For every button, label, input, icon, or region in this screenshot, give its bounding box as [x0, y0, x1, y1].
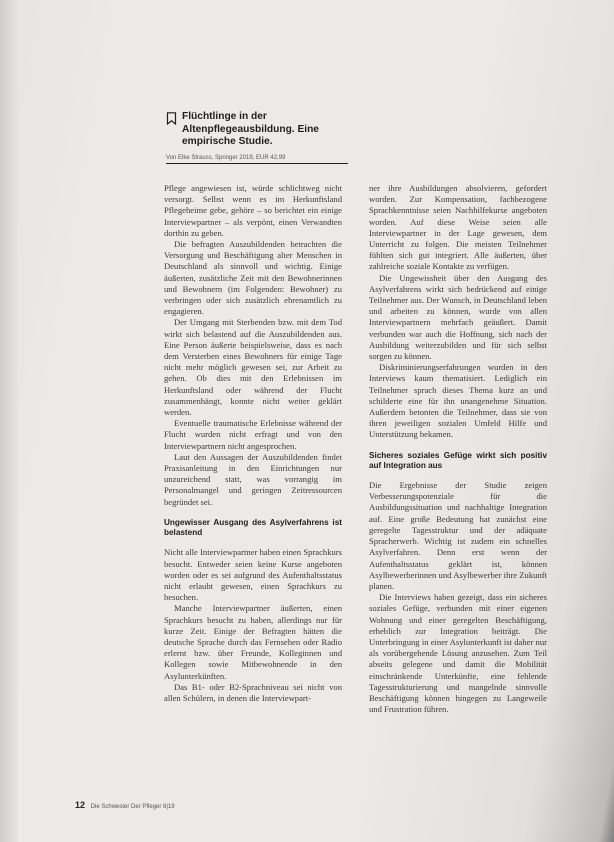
paragraph: Die befragten Auszubildenden betrachten die Versorgung und Beschäftigung alter Menschen in Deutschland als sinnvoll und wichtig. Einige äußerten, zusätzliche Zeit mit den Bewohnerinnen und Bewohnern (im Folgenden: Bewohner) zu verbringen oder sich zusätzlich ehrenamtlich zu engagieren. — [164, 239, 342, 317]
paragraph: Pflege angewiesen ist, würde schlichtweg nicht versorgt. Selbst wenn es im Herkunftsland Pflegeheime gebe, gehöre – so berichtet ein einige Interviewpartner – als verpönt, einen Verwandten dorthin zu geben. — [164, 183, 342, 238]
page-gutter-shadow — [0, 0, 18, 842]
paragraph: Diskriminierungserfahrungen wurden in den Interviews kaum thematisiert. Lediglich ein Teilnehmer sprach dieses Thema kurz an und schilderte eine für ihn unangenehme Situation. Außerdem betonten die Teilnehmer, dass sie von ihren jeweiligen sozialen Umfeld Hilfe und Unterstützung bekamen. — [369, 362, 547, 440]
page-footer — [75, 800, 175, 810]
book-review-box — [166, 111, 348, 164]
right-text-column — [369, 183, 547, 715]
paragraph: Laut den Aussagen der Auszubildenden findet Praxisanleitung in den Einrichtungen nur unzureichend statt, was vorrangig im Personalmangel und geringen Zeitressourcen begründet sei. — [164, 451, 342, 507]
review-meta: Von Elke Strauss, Springer 2019, EUR 42,99 — [166, 155, 348, 164]
bookmark-icon — [166, 112, 177, 125]
paragraph: ner ihre Ausbildungen absolvieren, gefordert worden. Zur Kompensation, fachbezogene Sprachkenntnisse seien Nachhilfekurse angeboten worden. Auf diese Weise seien alle Interviewpartner in der Lage gewesen, dem Unterricht zu folgen. Die meisten Teilnehmer fühlten sich gut integriert. Alle äußerten, über zahlreiche soziale Kontakte zu verfügen. — [369, 183, 547, 272]
paragraph: Die Ungewissheit über den Ausgang des Asylverfahrens wirkt sich bedrückend auf einige Teilnehmer aus. Der Wunsch, in Deutschland leben und arbeiten zu können, wurde von allen Interviewpartnern mehrfach geäußert. Damit verbunden war auch die Hoffnung, sich nach der Ausbildung weiterzubilden und für sich selbst sorgen zu können. — [369, 272, 547, 362]
footer-publication: Die Schwester Der Pfleger 8|19 — [90, 804, 175, 810]
paragraph: Der Umgang mit Sterbenden bzw. mit dem Tod wirkt sich belastend auf die Auszubildenden aus. Eine Person äußerte beispielsweise, dass es nach dem Versterben eines Bewohners für einige Tage nicht mehr möglich gewesen sei, zur Arbeit zu gehen. Ob dies mit den Erlebnissen im Herkunftsland oder während der Flucht zusammenhängt, konnte nicht weiter geklärt werden. — [164, 317, 342, 418]
page-number: 12 — [75, 800, 86, 810]
paragraph: Nicht alle Interviewpartner haben einen Sprachkurs besucht. Entweder seien keine Kurse angeboten worden oder es sei aufgrund des Aufenthaltsstatus nicht erlaubt gewesen, einen Sprachkurs zu besuchen. — [164, 547, 342, 603]
section-heading: Ungewisser Ausgang des Asylverfahrens ist belastend — [164, 517, 342, 538]
section-heading: Sicheres soziales Gefüge wirkt sich positiv auf Integration aus — [369, 450, 547, 470]
review-header — [166, 111, 348, 149]
paragraph: Die Interviews haben gezeigt, dass ein sicheres soziales Gefüge, verbunden mit einer eigenen Wohnung und einer geregelten Beschäftigung, erheblich zur Integration beiträgt. Die Unterbringung in einer Asylunterkunft ist daher nur als vorübergehende Lösung anzusehen. Zum Teil abseits gelegene und damit die Mobilität einschränkende Unterkünfte, eine fehlende Tagesstrukturierung und mangelnde sinnvolle Beschäftigung können hingegen zu Langeweile und Frustration führen. — [369, 592, 547, 715]
review-title: Flüchtlinge in der Altenpflegeausbildung. Eine empirische Studie. — [182, 111, 319, 147]
paragraph: Eventuelle traumatische Erlebnisse während der Flucht wurden nicht erfragt und von den Interviewpartnern nicht angesprochen. — [164, 418, 342, 451]
paragraph: Das B1- oder B2-Sprachniveau sei nicht von allen Schülern, in denen die Interviewpart- — [164, 681, 342, 703]
paragraph: Manche Interviewpartner äußerten, einen Sprachkurs besucht zu haben, allerdings nur für kurze Zeit. Einige der Befragten hätten die deutsche Sprache durch das Fernsehen oder Radio erlernt bzw. über Freunde, Kolleginnen und Kollegen sowie Mitbewohnende in den Asylunterkünften. — [164, 603, 342, 681]
left-text-column — [164, 183, 342, 704]
paragraph: Die Ergebnisse der Studie zeigen Verbesserungspotenziale für die Ausbildungssituation und nachhaltige Integration auf. Eine große Bedeutung hat zunächst eine geregelte Tagesstruktur und der adäquate Spracherwerb. Wichtig ist zudem ein schnelles Asylverfahren. Denn erst wenn der Aufenthaltsstatus geklärt ist, können Asylbewerberinnen und Asylbewerber ihre Zukunft planen. — [369, 480, 547, 591]
